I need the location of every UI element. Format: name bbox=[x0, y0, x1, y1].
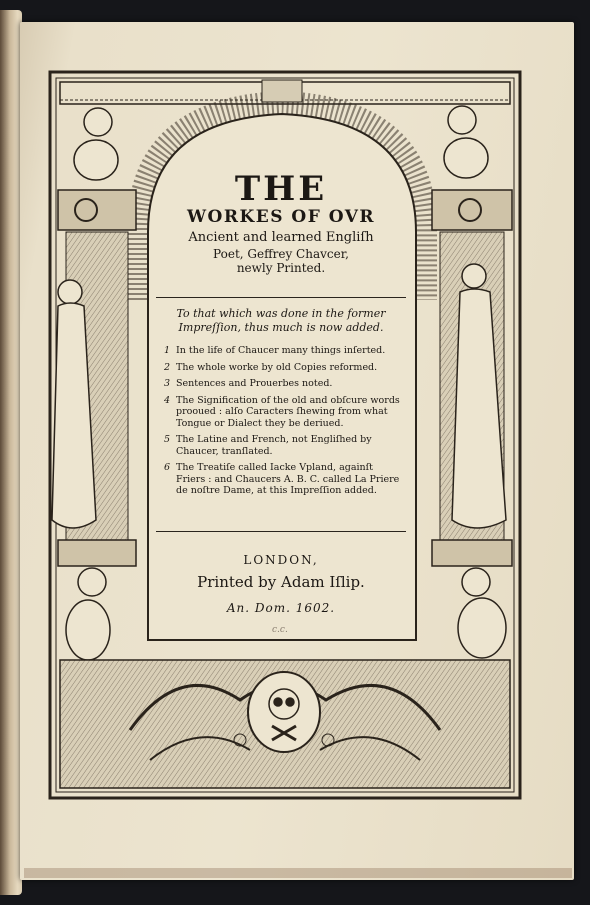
list-item bbox=[164, 462, 404, 497]
list-item bbox=[164, 395, 404, 430]
title-line-3: newly Printed. bbox=[236, 261, 326, 275]
title-text-panel bbox=[150, 155, 412, 635]
imprint-printer: Printed by Adam Iſlip. bbox=[197, 573, 365, 591]
additions-intro: To that which was done in the former Impreſſion, thus much is now added. bbox=[176, 307, 386, 334]
divider-rule-bottom bbox=[156, 531, 406, 532]
list-item-number: 3 bbox=[164, 378, 171, 389]
title-subtitle: WORKES OF OVR bbox=[186, 207, 376, 227]
list-item-text: The whole worke by old Copies reformed. bbox=[176, 361, 378, 373]
imprint-date: An. Dom. 1602. bbox=[226, 601, 336, 615]
divider-rule-top bbox=[156, 297, 406, 298]
list-item bbox=[164, 345, 404, 357]
title-line-1: Ancient and learned Engliſh bbox=[188, 230, 374, 245]
list-item-text: In the life of Chaucer many things inſerted. bbox=[176, 345, 386, 356]
list-item bbox=[164, 362, 404, 374]
list-item bbox=[164, 378, 404, 390]
imprint-city: LONDON, bbox=[243, 553, 319, 567]
list-item-number: 1 bbox=[164, 345, 171, 356]
list-item-text: The Treatiſe called Iacke Vpland, againſt Friers : and Chaucers A. B. C. called La Priere de noſtre Dame, at this Impreſſion added. bbox=[176, 462, 400, 496]
list-item-text: The Signification of the old and obſcure words prooued : alſo Caracters ſhewing from what Tongue or Dialect they be deriued. bbox=[176, 394, 400, 429]
list-item bbox=[164, 434, 404, 457]
list-item-text: Sentences and Prouerbes noted. bbox=[176, 378, 333, 389]
svg-text:c.c.: c.c. bbox=[272, 625, 288, 635]
list-item-number: 4 bbox=[164, 394, 171, 406]
title-line-2: Poet, Geffrey Chavcer, bbox=[213, 247, 349, 261]
additions-list bbox=[164, 345, 404, 502]
page-title: THE bbox=[234, 169, 328, 209]
list-item-number: 2 bbox=[164, 361, 171, 373]
list-item-number: 5 bbox=[164, 434, 171, 445]
list-item-number: 6 bbox=[164, 462, 171, 473]
list-item-text: The Latine and French, not Engliſhed by Chaucer, tranſlated. bbox=[176, 434, 372, 457]
